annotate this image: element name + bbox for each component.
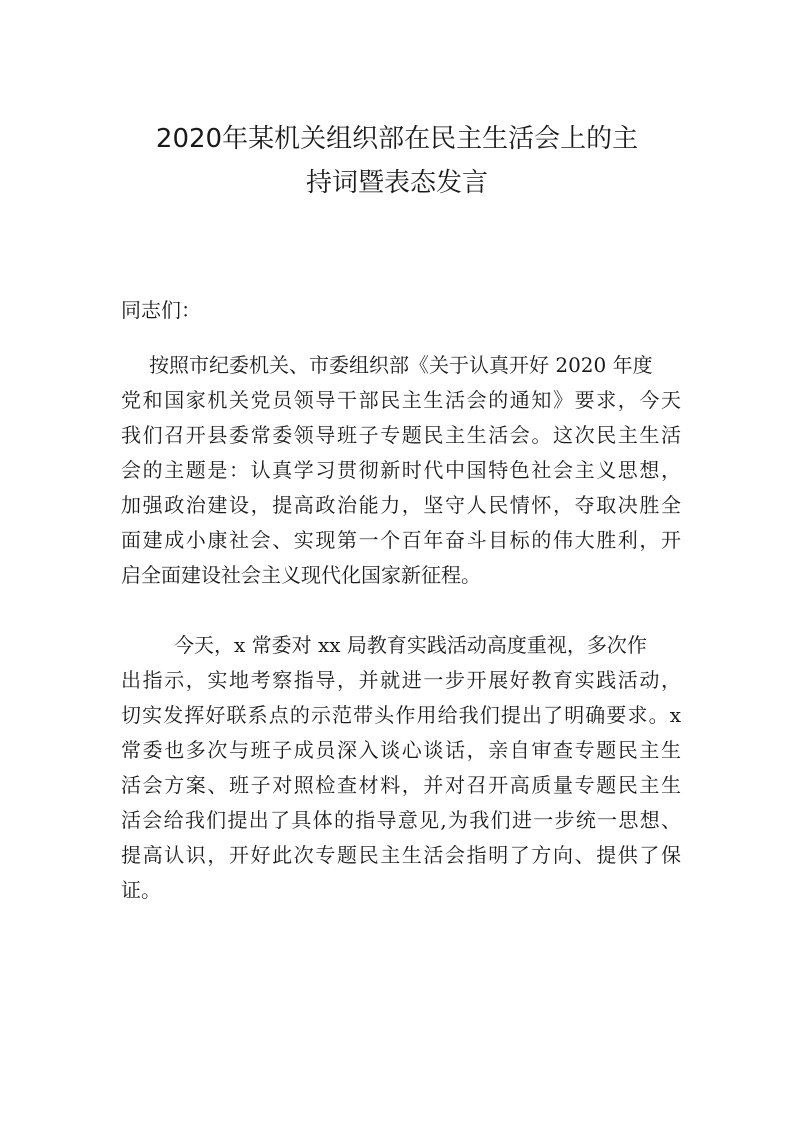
paragraph-2-line: 证。	[121, 878, 161, 902]
paragraph-1-line: 面建成小康社会、实现第一个百年奋斗目标的伟大胜利，开	[121, 528, 681, 552]
paragraph-1-line: 按照市纪委机关、市委组织部《关于认真开好 2020 年度	[149, 353, 653, 377]
paragraph-2-line: 活会方案、班子对照检查材料，并对召开高质量专题民主生	[121, 773, 681, 797]
document-title-line-1: 2020年某机关组织部在民主生活会上的主	[155, 124, 639, 154]
paragraph-2-line: 出指示，实地考察指导，并就进一步开展好教育实践活动，	[121, 668, 681, 692]
paragraph-2-line: 常委也多次与班子成员深入谈心谈话，亲自审查专题民主生	[121, 738, 681, 762]
paragraph-2-line: 提高认识，开好此次专题民主生活会指明了方向、提供了保	[121, 843, 681, 867]
paragraph-2-line: 切实发挥好联系点的示范带头作用给我们提出了明确要求。x	[121, 703, 681, 727]
paragraph-1-line: 会的主题是：认真学习贯彻新时代中国特色社会主义思想，	[121, 458, 681, 482]
salutation: 同志们：	[121, 298, 201, 322]
paragraph-2-line: 活会给我们提出了具体的指导意见,为我们进一步统一思想、	[121, 808, 681, 832]
paragraph-1-line: 我们召开县委常委领导班子专题民主生活会。这次民主生活	[121, 423, 681, 447]
paragraph-2-line: 今天，x 常委对 xx 局教育实践活动高度重视，多次作	[174, 633, 647, 657]
paragraph-1-line: 加强政治建设，提高政治能力，坚守人民情怀，夺取决胜全	[121, 493, 681, 517]
paragraph-1-line: 启全面建设社会主义现代化国家新征程。	[121, 563, 481, 587]
paragraph-1-line: 党和国家机关党员领导干部民主生活会的通知》要求，今天	[121, 388, 681, 412]
document-title-line-2: 持词暨表态发言	[305, 168, 488, 198]
